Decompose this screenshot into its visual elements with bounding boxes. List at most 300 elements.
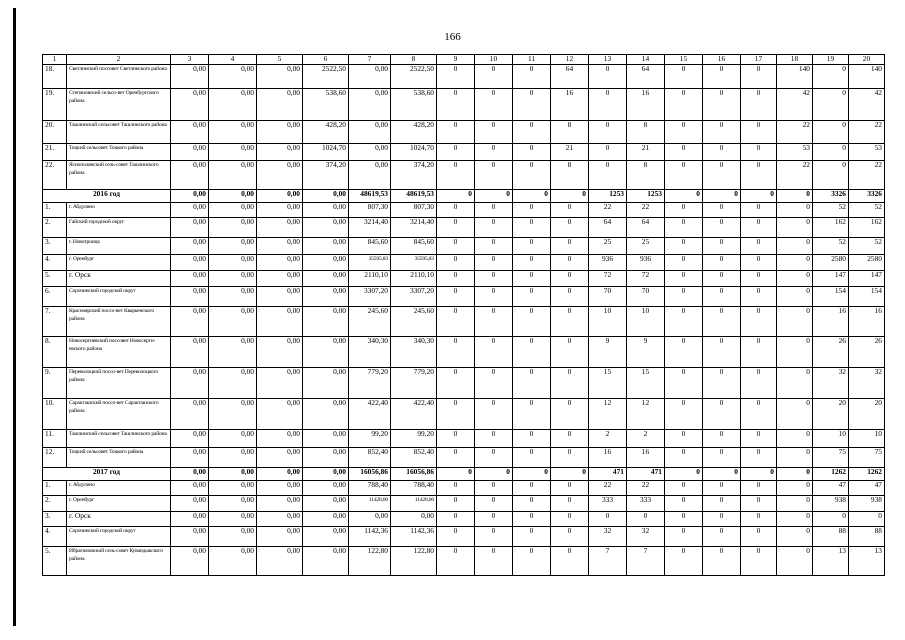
territory-name-cell: Сорочинский городской округ xyxy=(67,286,171,306)
total-cell: 0,00 xyxy=(209,467,257,480)
value-cell: 0 xyxy=(437,64,475,88)
value-cell: 374,20 xyxy=(303,160,349,189)
value-cell: 0 xyxy=(513,546,551,575)
value-cell: 0 xyxy=(665,367,703,398)
value-cell: 162 xyxy=(849,217,885,237)
value-cell: 0 xyxy=(513,336,551,367)
value-cell: 0 xyxy=(513,237,551,254)
value-cell: 0 xyxy=(589,120,627,143)
value-cell: 0 xyxy=(665,526,703,546)
data-table xyxy=(42,54,885,576)
territory-name-cell: г. Оренбург xyxy=(67,254,171,270)
row-number-cell: 5. xyxy=(43,270,67,286)
value-cell: 0 xyxy=(437,217,475,237)
value-cell: 0 xyxy=(589,160,627,189)
territory-name-cell: Красноярский поссо-вет Кваркенского района xyxy=(67,306,171,336)
value-cell: 0,00 xyxy=(349,511,391,526)
table-row xyxy=(43,160,885,189)
value-cell: 0 xyxy=(513,480,551,495)
value-cell: 0 xyxy=(703,160,741,189)
value-cell: 0 xyxy=(741,429,777,447)
value-cell: 16 xyxy=(627,447,665,467)
table-row xyxy=(43,120,885,143)
value-cell: 807,30 xyxy=(391,202,437,217)
value-cell: 0 xyxy=(665,480,703,495)
territory-name-cell: Гайский городской округ xyxy=(67,217,171,237)
value-cell: 0 xyxy=(551,447,589,467)
value-cell: 0 xyxy=(741,367,777,398)
value-cell: 22 xyxy=(589,480,627,495)
value-cell: 0 xyxy=(437,429,475,447)
value-cell: 0 xyxy=(665,202,703,217)
value-cell: 122,80 xyxy=(349,546,391,575)
table-row xyxy=(43,526,885,546)
value-cell: 0 xyxy=(475,64,513,88)
value-cell: 0,00 xyxy=(209,270,257,286)
value-cell: 16 xyxy=(849,306,885,336)
total-cell: 3326 xyxy=(813,189,849,202)
table-row xyxy=(43,429,885,447)
value-cell: 0 xyxy=(741,495,777,511)
value-cell: 0,00 xyxy=(171,447,209,467)
total-cell: 0,00 xyxy=(209,189,257,202)
value-cell: 72 xyxy=(627,270,665,286)
territory-name-cell: Саракташский поссо-вет Саракташского района xyxy=(67,398,171,429)
table-row xyxy=(43,511,885,526)
value-cell: 0 xyxy=(475,202,513,217)
value-cell: 428,20 xyxy=(391,120,437,143)
total-cell: 0,00 xyxy=(171,189,209,202)
value-cell: 140 xyxy=(849,64,885,88)
value-cell: 0 xyxy=(437,237,475,254)
value-cell: 0 xyxy=(777,306,813,336)
value-cell: 0 xyxy=(665,546,703,575)
value-cell: 0 xyxy=(777,480,813,495)
value-cell: 0,00 xyxy=(303,511,349,526)
value-cell: 0,00 xyxy=(171,286,209,306)
value-cell: 16 xyxy=(551,88,589,120)
value-cell: 0,00 xyxy=(171,88,209,120)
table-row xyxy=(43,306,885,336)
value-cell: 20 xyxy=(849,398,885,429)
value-cell: 0,00 xyxy=(209,306,257,336)
value-cell: 0,00 xyxy=(209,286,257,306)
value-cell: 0,00 xyxy=(257,237,303,254)
value-cell: 0,00 xyxy=(303,202,349,217)
value-cell: 852,40 xyxy=(391,447,437,467)
table-row xyxy=(43,398,885,429)
value-cell: 0,00 xyxy=(257,254,303,270)
value-cell: 47 xyxy=(849,480,885,495)
value-cell: 0,00 xyxy=(257,367,303,398)
value-cell: 0,00 xyxy=(171,546,209,575)
value-cell: 32 xyxy=(627,526,665,546)
value-cell: 0 xyxy=(703,286,741,306)
value-cell: 0,00 xyxy=(303,270,349,286)
territory-name-cell: Степановский сельсо-вет Оренбургского района xyxy=(67,88,171,120)
value-cell: 0 xyxy=(703,217,741,237)
value-cell: 3214,40 xyxy=(391,217,437,237)
row-number-cell: 12. xyxy=(43,447,67,467)
value-cell: 0,00 xyxy=(171,480,209,495)
value-cell: 75 xyxy=(813,447,849,467)
value-cell: 0 xyxy=(437,511,475,526)
value-cell: 0,00 xyxy=(391,511,437,526)
value-cell: 0 xyxy=(665,447,703,467)
value-cell: 0 xyxy=(475,447,513,467)
value-cell: 32 xyxy=(589,526,627,546)
column-number-cell: 1 xyxy=(43,55,67,65)
value-cell: 0,00 xyxy=(209,64,257,88)
value-cell: 0 xyxy=(513,286,551,306)
value-cell: 0 xyxy=(589,64,627,88)
value-cell: 0,00 xyxy=(257,511,303,526)
value-cell: 0 xyxy=(475,306,513,336)
value-cell: 0,00 xyxy=(303,286,349,306)
value-cell: 0 xyxy=(551,495,589,511)
value-cell: 0,00 xyxy=(209,495,257,511)
row-number-cell: 2. xyxy=(43,495,67,511)
value-cell: 0 xyxy=(813,64,849,88)
total-cell: 0 xyxy=(777,189,813,202)
total-cell: 16056,86 xyxy=(349,467,391,480)
total-cell: 1253 xyxy=(589,189,627,202)
total-cell: 0,00 xyxy=(257,189,303,202)
value-cell: 21 xyxy=(627,143,665,160)
value-cell: 99,20 xyxy=(349,429,391,447)
value-cell: 25 xyxy=(589,237,627,254)
value-cell: 0 xyxy=(813,88,849,120)
table-row xyxy=(43,367,885,398)
row-number-cell: 2. xyxy=(43,217,67,237)
value-cell: 52 xyxy=(849,237,885,254)
value-cell: 0 xyxy=(777,447,813,467)
value-cell: 52 xyxy=(813,237,849,254)
value-cell: 0 xyxy=(551,217,589,237)
value-cell: 0 xyxy=(551,306,589,336)
value-cell: 0,00 xyxy=(171,237,209,254)
total-cell: 0 xyxy=(777,467,813,480)
value-cell: 154 xyxy=(849,286,885,306)
value-cell: 0 xyxy=(703,143,741,160)
value-cell: 0,00 xyxy=(257,64,303,88)
value-cell: 0 xyxy=(703,64,741,88)
territory-name-cell: г. Новотроицк xyxy=(67,237,171,254)
value-cell: 22 xyxy=(849,160,885,189)
value-cell: 122,80 xyxy=(391,546,437,575)
value-cell: 7 xyxy=(589,546,627,575)
total-cell: 0,00 xyxy=(257,467,303,480)
row-number-cell: 11. xyxy=(43,429,67,447)
value-cell: 0,00 xyxy=(209,88,257,120)
total-cell: 0,00 xyxy=(303,467,349,480)
total-cell: 0 xyxy=(551,189,589,202)
value-cell: 0 xyxy=(665,160,703,189)
value-cell: 0 xyxy=(475,160,513,189)
total-cell: 3326 xyxy=(849,189,885,202)
value-cell: 779,20 xyxy=(391,367,437,398)
value-cell: 0 xyxy=(741,270,777,286)
territory-name-cell: Светлинский поссовет Светлинского района xyxy=(67,64,171,88)
territory-name-cell: Новосергиевский поссовет Новосерги-евского района xyxy=(67,336,171,367)
column-number-cell: 17 xyxy=(741,55,777,65)
row-number-cell: 4. xyxy=(43,254,67,270)
value-cell: 0 xyxy=(475,511,513,526)
column-number-cell: 11 xyxy=(513,55,551,65)
value-cell: 0 xyxy=(665,511,703,526)
row-number-cell: 3. xyxy=(43,237,67,254)
value-cell: 2580 xyxy=(813,254,849,270)
value-cell: 0 xyxy=(849,511,885,526)
value-cell: 0 xyxy=(703,254,741,270)
value-cell: 0 xyxy=(475,143,513,160)
value-cell: 0 xyxy=(437,306,475,336)
value-cell: 0,00 xyxy=(209,511,257,526)
value-cell: 0,00 xyxy=(171,143,209,160)
value-cell: 22 xyxy=(777,160,813,189)
value-cell: 8 xyxy=(627,160,665,189)
value-cell: 9 xyxy=(627,336,665,367)
value-cell: 0 xyxy=(665,429,703,447)
value-cell: 0 xyxy=(741,306,777,336)
value-cell: 0,00 xyxy=(171,217,209,237)
value-cell: 0,00 xyxy=(257,429,303,447)
value-cell: 0 xyxy=(741,511,777,526)
value-cell: 0 xyxy=(513,202,551,217)
value-cell: 42 xyxy=(777,88,813,120)
value-cell: 0 xyxy=(741,217,777,237)
value-cell: 0 xyxy=(665,336,703,367)
value-cell: 0 xyxy=(777,511,813,526)
value-cell: 0 xyxy=(777,546,813,575)
value-cell: 0 xyxy=(703,429,741,447)
value-cell: 0,00 xyxy=(303,480,349,495)
value-cell: 0 xyxy=(741,120,777,143)
value-cell: 0 xyxy=(741,88,777,120)
value-cell: 245,60 xyxy=(349,306,391,336)
value-cell: 0 xyxy=(741,286,777,306)
value-cell: 0,00 xyxy=(209,398,257,429)
value-cell: 0 xyxy=(741,143,777,160)
total-cell: 1262 xyxy=(849,467,885,480)
value-cell: 0,00 xyxy=(171,526,209,546)
value-cell: 538,60 xyxy=(303,88,349,120)
territory-name-cell: г. Абдулино xyxy=(67,480,171,495)
total-cell: 0,00 xyxy=(171,467,209,480)
value-cell: 0 xyxy=(513,447,551,467)
value-cell: 0 xyxy=(665,64,703,88)
value-cell: 32 xyxy=(849,367,885,398)
value-cell: 0,00 xyxy=(349,64,391,88)
value-cell: 0 xyxy=(777,270,813,286)
value-cell: 0 xyxy=(665,286,703,306)
value-cell: 0,00 xyxy=(171,306,209,336)
value-cell: 245,60 xyxy=(391,306,437,336)
value-cell: 0 xyxy=(777,526,813,546)
value-cell: 154 xyxy=(813,286,849,306)
value-cell: 9 xyxy=(589,336,627,367)
value-cell: 13 xyxy=(813,546,849,575)
value-cell: 0 xyxy=(741,202,777,217)
value-cell: 0 xyxy=(665,398,703,429)
value-cell: 0,00 xyxy=(303,217,349,237)
table-row xyxy=(43,202,885,217)
column-number-cell: 2 xyxy=(67,55,171,65)
value-cell: 0,00 xyxy=(171,495,209,511)
year-label: 2016 год xyxy=(43,189,171,202)
value-cell: 0,00 xyxy=(257,270,303,286)
value-cell: 0 xyxy=(741,237,777,254)
value-cell: 8 xyxy=(551,120,589,143)
value-cell: 0,00 xyxy=(257,160,303,189)
value-cell: 0 xyxy=(437,270,475,286)
value-cell: 938 xyxy=(813,495,849,511)
value-cell: 0,00 xyxy=(349,160,391,189)
value-cell: 788,40 xyxy=(391,480,437,495)
value-cell: 64 xyxy=(589,217,627,237)
territory-name-cell: Яснополянский сель-совет Ташлинского района xyxy=(67,160,171,189)
total-cell: 16056,86 xyxy=(391,467,437,480)
value-cell: 0,00 xyxy=(303,367,349,398)
table-row xyxy=(43,546,885,575)
value-cell: 53 xyxy=(849,143,885,160)
value-cell: 0,00 xyxy=(209,526,257,546)
value-cell: 0 xyxy=(551,480,589,495)
column-number-cell: 8 xyxy=(391,55,437,65)
year-total-row xyxy=(43,189,885,202)
value-cell: 140 xyxy=(777,64,813,88)
value-cell: 2522,50 xyxy=(391,64,437,88)
value-cell: 0,00 xyxy=(209,336,257,367)
total-cell: 0 xyxy=(551,467,589,480)
value-cell: 70 xyxy=(627,286,665,306)
total-cell: 0,00 xyxy=(303,189,349,202)
column-number-cell: 3 xyxy=(171,55,209,65)
value-cell: 0 xyxy=(475,398,513,429)
value-cell: 0 xyxy=(777,237,813,254)
value-cell: 779,20 xyxy=(349,367,391,398)
row-number-cell: 1. xyxy=(43,202,67,217)
value-cell: 0,00 xyxy=(303,546,349,575)
row-number-cell: 1. xyxy=(43,480,67,495)
value-cell: 0,00 xyxy=(171,429,209,447)
value-cell: 16 xyxy=(813,306,849,336)
value-cell: 0,00 xyxy=(303,429,349,447)
table-body xyxy=(43,55,885,576)
value-cell: 88 xyxy=(813,526,849,546)
value-cell: 0,00 xyxy=(209,217,257,237)
table-row xyxy=(43,64,885,88)
territory-name-cell: Ташлинский сельсовет Ташлинского района xyxy=(67,120,171,143)
column-number-cell: 12 xyxy=(551,55,589,65)
value-cell: 64 xyxy=(627,64,665,88)
value-cell: 0,00 xyxy=(303,526,349,546)
value-cell: 0 xyxy=(589,143,627,160)
value-cell: 0 xyxy=(513,429,551,447)
value-cell: 0 xyxy=(741,160,777,189)
column-number-cell: 13 xyxy=(589,55,627,65)
value-cell: 0 xyxy=(513,143,551,160)
territory-name-cell: Тоцкий сельсовет Тоцкого района xyxy=(67,143,171,160)
table-row xyxy=(43,495,885,511)
territory-name-cell: Тоцкий сельсовет Тоцкого района xyxy=(67,447,171,467)
page-number: 166 xyxy=(444,31,461,43)
territory-name-cell: г. Орск xyxy=(67,270,171,286)
column-number-cell: 18 xyxy=(777,55,813,65)
value-cell: 0 xyxy=(741,254,777,270)
value-cell: 10 xyxy=(627,306,665,336)
value-cell: 0 xyxy=(665,254,703,270)
total-cell: 0 xyxy=(741,467,777,480)
value-cell: 0 xyxy=(777,286,813,306)
value-cell: 22 xyxy=(777,120,813,143)
value-cell: 0,00 xyxy=(171,120,209,143)
table-row xyxy=(43,447,885,467)
row-number-cell: 4. xyxy=(43,526,67,546)
value-cell: 0 xyxy=(703,120,741,143)
value-cell: 0 xyxy=(551,526,589,546)
value-cell: 0 xyxy=(475,526,513,546)
value-cell: 0,00 xyxy=(209,447,257,467)
table-row xyxy=(43,480,885,495)
value-cell: 0 xyxy=(741,480,777,495)
value-cell: 32 xyxy=(813,367,849,398)
value-cell: 0 xyxy=(703,526,741,546)
value-cell: 64 xyxy=(551,64,589,88)
value-cell: 0,00 xyxy=(209,237,257,254)
value-cell: 0 xyxy=(703,546,741,575)
value-cell: 0,00 xyxy=(171,64,209,88)
value-cell: 0 xyxy=(741,447,777,467)
value-cell: 0 xyxy=(703,306,741,336)
value-cell: 333 xyxy=(589,495,627,511)
row-number-cell: 20. xyxy=(43,120,67,143)
value-cell: 0 xyxy=(437,336,475,367)
value-cell: 64 xyxy=(627,217,665,237)
value-cell: 0 xyxy=(551,286,589,306)
table-row xyxy=(43,286,885,306)
table-row xyxy=(43,237,885,254)
value-cell: 72 xyxy=(589,270,627,286)
value-cell: 21 xyxy=(551,143,589,160)
value-cell: 422,40 xyxy=(391,398,437,429)
value-cell: 0,00 xyxy=(257,526,303,546)
page-edge-line xyxy=(13,8,16,626)
value-cell: 0 xyxy=(665,217,703,237)
value-cell: 0,00 xyxy=(209,120,257,143)
year-total-row xyxy=(43,467,885,480)
territory-name-cell: Сорочинский городской округ xyxy=(67,526,171,546)
value-cell: 0,00 xyxy=(257,88,303,120)
value-cell: 2522,50 xyxy=(303,64,349,88)
value-cell: 0,00 xyxy=(303,254,349,270)
value-cell: 0,00 xyxy=(171,202,209,217)
value-cell: 0 xyxy=(513,88,551,120)
row-number-cell: 22. xyxy=(43,160,67,189)
value-cell: 2 xyxy=(627,429,665,447)
value-cell: 162 xyxy=(813,217,849,237)
total-cell: 1253 xyxy=(627,189,665,202)
value-cell: 10 xyxy=(849,429,885,447)
value-cell: 0 xyxy=(703,367,741,398)
value-cell: 0 xyxy=(475,495,513,511)
value-cell: 70 xyxy=(589,286,627,306)
value-cell: 0 xyxy=(551,254,589,270)
value-cell: 99,20 xyxy=(391,429,437,447)
value-cell: 0,00 xyxy=(171,336,209,367)
value-cell: 53 xyxy=(777,143,813,160)
value-cell: 0,00 xyxy=(209,367,257,398)
